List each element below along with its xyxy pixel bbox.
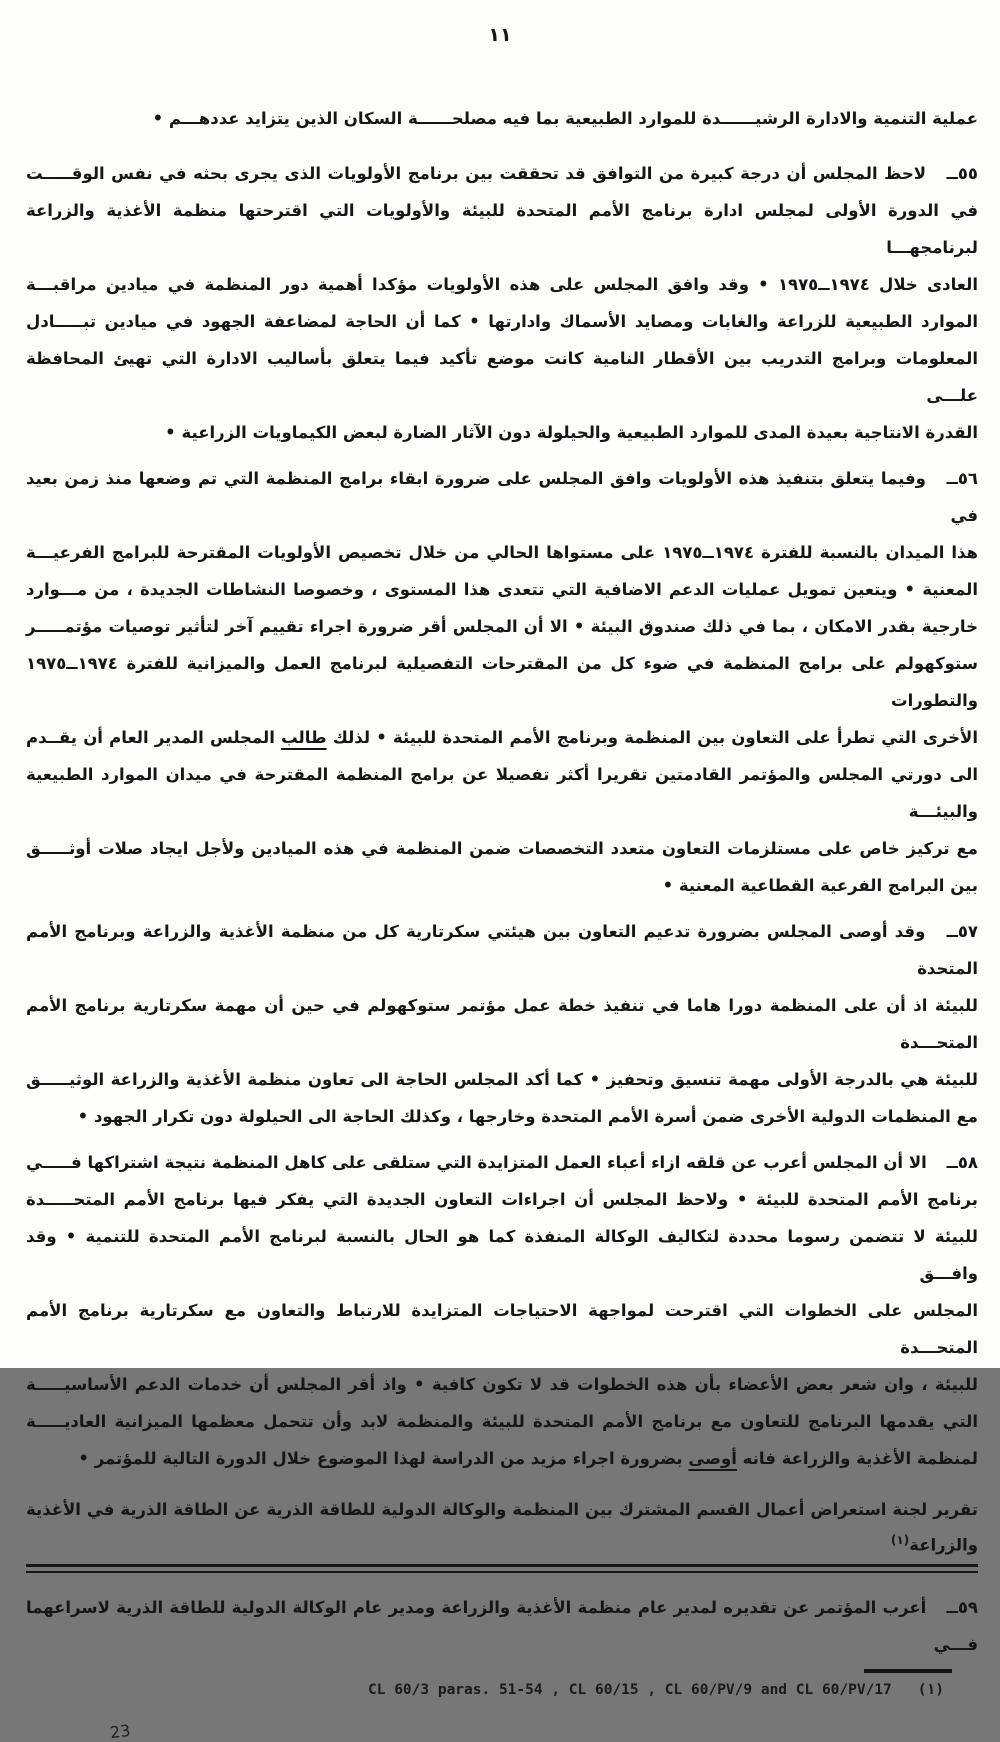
text-line: المعنية • ويتعين تمويل عمليات الدعم الاضافية التي تتعدى هذا المستوى ، وخصوصا النشاطات الجديدة ، من مـــوارد: [26, 580, 978, 599]
text-line: للبيئة هي بالدرجة الأولى مهمة تنسيق وتحفيز • كما أكد المجلس الحاجة الى تعاون منظمة الأغذية والزراعة الوثيـــــق: [26, 1070, 978, 1089]
text-line: للبيئة ، وان شعر بعض الأعضاء بأن هذه الخطوات قد لا تكون كافية • واذ أقر المجلس أن خدمات الدعم الأساسيـــــة: [26, 1375, 978, 1394]
line-text: المجلس المدير العام أن يقــدم: [26, 728, 275, 747]
text-line: المعلومات وبرامج التدريب بين الأقطار النامية كانت موضع تأكيد فيما يتعلق بأساليب الادارة التي تهيئ المحافظة علـــى: [26, 349, 978, 405]
line-text: وفيما يتعلق بتنفيذ هذه الأولويات وافق المجلس على ضرورة ابقاء برامج المنظمة التي تم وضعها منذ زمن بعيد في: [26, 469, 978, 525]
page-number-bottom: 23: [108, 1720, 132, 1742]
text-line: [26, 719, 978, 756]
section-heading-underline: [26, 1564, 978, 1573]
footnote: [26, 1682, 978, 1698]
text-line: ستوكهولم على برامج المنظمة في ضوء كل من المقترحات التفصيلية لبرنامج العمل والميزانية للفترة ١٩٧٤ــ١٩٧٥ والتطورات: [26, 654, 978, 710]
line-text: الا أن المجلس أعرب عن قلقه ازاء أعباء العمل المتزايدة التي ستلقى على كاهل المنظمة نتيجة اشتراكها فـــــي: [26, 1153, 927, 1172]
text-line: القدرة الانتاجية بعيدة المدى للموارد الطبيعية والحيلولة دون الآثار الضارة لبعض الكيماويات الزراعية •: [165, 423, 978, 442]
paragraph-55: [26, 155, 978, 451]
text-line: خارجية بقدر الامكان ، بما في ذلك صندوق البيئة • الا أن المجلس أقر ضرورة اجراء تقييم آخر لتأثير توصيات مؤتمـــــر: [26, 617, 978, 636]
paragraph-56: [26, 460, 978, 904]
paragraph-57: [26, 913, 978, 1135]
line-text: لاحظ المجلس أن درجة كبيرة من التوافق قد تحققت بين برنامج الأولويات الذى يجرى بحثه في نفس الوقـــــت: [26, 164, 927, 183]
page-number-top: ١١: [488, 24, 512, 46]
text-line: التي يقدمها البرنامج للتعاون مع برنامج الأمم المتحدة للبيئة والمنظمة لابد وأن تتحمل معظمها الميزانية العاديـــــة: [26, 1412, 978, 1431]
footnote-text: CL 60/3 paras. 51-54 , CL 60/15 , CL 60/PV/9 and CL 60/PV/17: [368, 1681, 892, 1698]
line-text: بضرورة اجراء مزيد من الدراسة لهذا الموضوع خلال الدورة التالية للمؤتمر •: [78, 1449, 683, 1468]
text-line: في الدورة الأولى لمجلس ادارة برنامج الأمم المتحدة للبيئة والأولويات التي اقترحتها منظمة الأغذية والزراعة لبرنامجهـــا: [26, 201, 978, 257]
footnote-reference: (١): [890, 1533, 910, 1547]
text-line: مع تركيز خاص على مستلزمات التعاون متعدد التخصصات ضمن المنظمة في هذه الميادين ولأجل ايجاد صلات أوثـــــق: [26, 839, 978, 858]
text-line: [26, 1144, 978, 1181]
paragraph-number: ٥٥ــ: [946, 164, 978, 183]
text-line: [26, 1589, 978, 1663]
underlined-word: طالب: [281, 728, 327, 747]
paragraph-59: [26, 1589, 978, 1663]
line-text: وقد أوصى المجلس بضرورة تدعيم التعاون بين هيئتي سكرتارية كل من منظمة الأغذية والزراعة وبرنامج الأمم المتحدة: [26, 922, 978, 978]
text-line: بين البرامج الفرعية القطاعية المعنية •: [662, 876, 978, 895]
section-heading: [26, 1495, 978, 1561]
text-line: للبيئة اذ أن على المنظمة دورا هاما في تنفيذ خطة عمل مؤتمر ستوكهولم في حين أن مهمة سكرتارية برنامج الأمم المتحـــدة: [26, 996, 978, 1052]
text-line: [26, 1440, 978, 1477]
paragraph-58: [26, 1144, 978, 1477]
footnote-marker: (١): [917, 1681, 944, 1698]
text-line: مع المنظمات الدولية الأخرى ضمن أسرة الأمم المتحدة وخارجها ، وكذلك الحاجة الى الحيلولة دون تكرار الجهود •: [77, 1107, 978, 1126]
footnote-separator-rule: [864, 1669, 952, 1673]
text-line: برنامج الأمم المتحدة للبيئة • ولاحظ المجلس أن اجراءات التعاون الجديدة التي يفكر فيها برنامج الأمم المتحـــــدة: [26, 1190, 978, 1209]
text-line: المجلس على الخطوات التي اقترحت لمواجهة الاحتياجات المتزايدة للارتباط والتعاون مع سكرتارية برنامج الأمم المتحـــدة: [26, 1301, 978, 1357]
text-line: [26, 913, 978, 987]
heading-continuation-line: عملية التنمية والادارة الرشيــــــدة للموارد الطبيعية بما فيه مصلحــــــة السكان الذين يتزايد عددهـــم •: [152, 109, 978, 128]
page-content: [0, 100, 1000, 1741]
text-line: العادى خلال ١٩٧٤ــ١٩٧٥ • وقد وافق المجلس على هذه الأولويات مؤكدا أهمية دور المنظمة في ميادين مراقبـــة: [26, 275, 978, 294]
line-text: أعرب المؤتمر عن تقديره لمدير عام منظمة الأغذية والزراعة ومدير عام الوكالة الدولية للطاقة الذرية لاسراعهما فـــي: [26, 1597, 978, 1654]
line-text: لمنظمة الأغذية والزراعة فانه: [742, 1449, 978, 1468]
paragraph-number: ٥٦ــ: [946, 469, 978, 488]
text-line: [26, 155, 978, 192]
underlined-word: أوصى: [688, 1449, 737, 1468]
section-heading-text: تقرير لجنة استعراض أعمال القسم المشترك بين المنظمة والوكالة الدولية للطاقة الذرية عن الطاقة الذرية في الأغذية والزراعة: [26, 1500, 978, 1555]
text-line: الموارد الطبيعية للزراعة والغابات ومصايد الأسماك وادارتها • كما أن الحاجة لمضاعفة الجهود في ميادين تبـــــادل: [26, 312, 978, 331]
paragraph-number: ٥٨ــ: [946, 1153, 978, 1172]
text-line: هذا الميدان بالنسبة للفترة ١٩٧٤ــ١٩٧٥ على مستواها الحالي من خلال تخصيص الأولويات المقترحة للبرامج الفرعيـــة: [26, 543, 978, 562]
paragraph-number: ٥٩ــ: [946, 1597, 978, 1617]
text-line: للبيئة لا تتضمن رسوما محددة لتكاليف الوكالة المنفذة كما هو الحال بالنسبة لبرنامج الأمم المتحدة للتنمية • وقد وافـــق: [26, 1227, 978, 1283]
line-text: الأخرى التي تطرأ على التعاون بين المنظمة وبرنامج الأمم المتحدة للبيئة • لذلك: [332, 728, 978, 747]
text-line: [26, 460, 978, 534]
text-line: الى دورتي المجلس والمؤتمر القادمتين تقريرا أكثر تفصيلا عن برامج المنظمة المقترحة في ميدان الموارد الطبيعية والبيئـــة: [26, 765, 978, 821]
paragraph-number: ٥٧ــ: [946, 922, 979, 941]
